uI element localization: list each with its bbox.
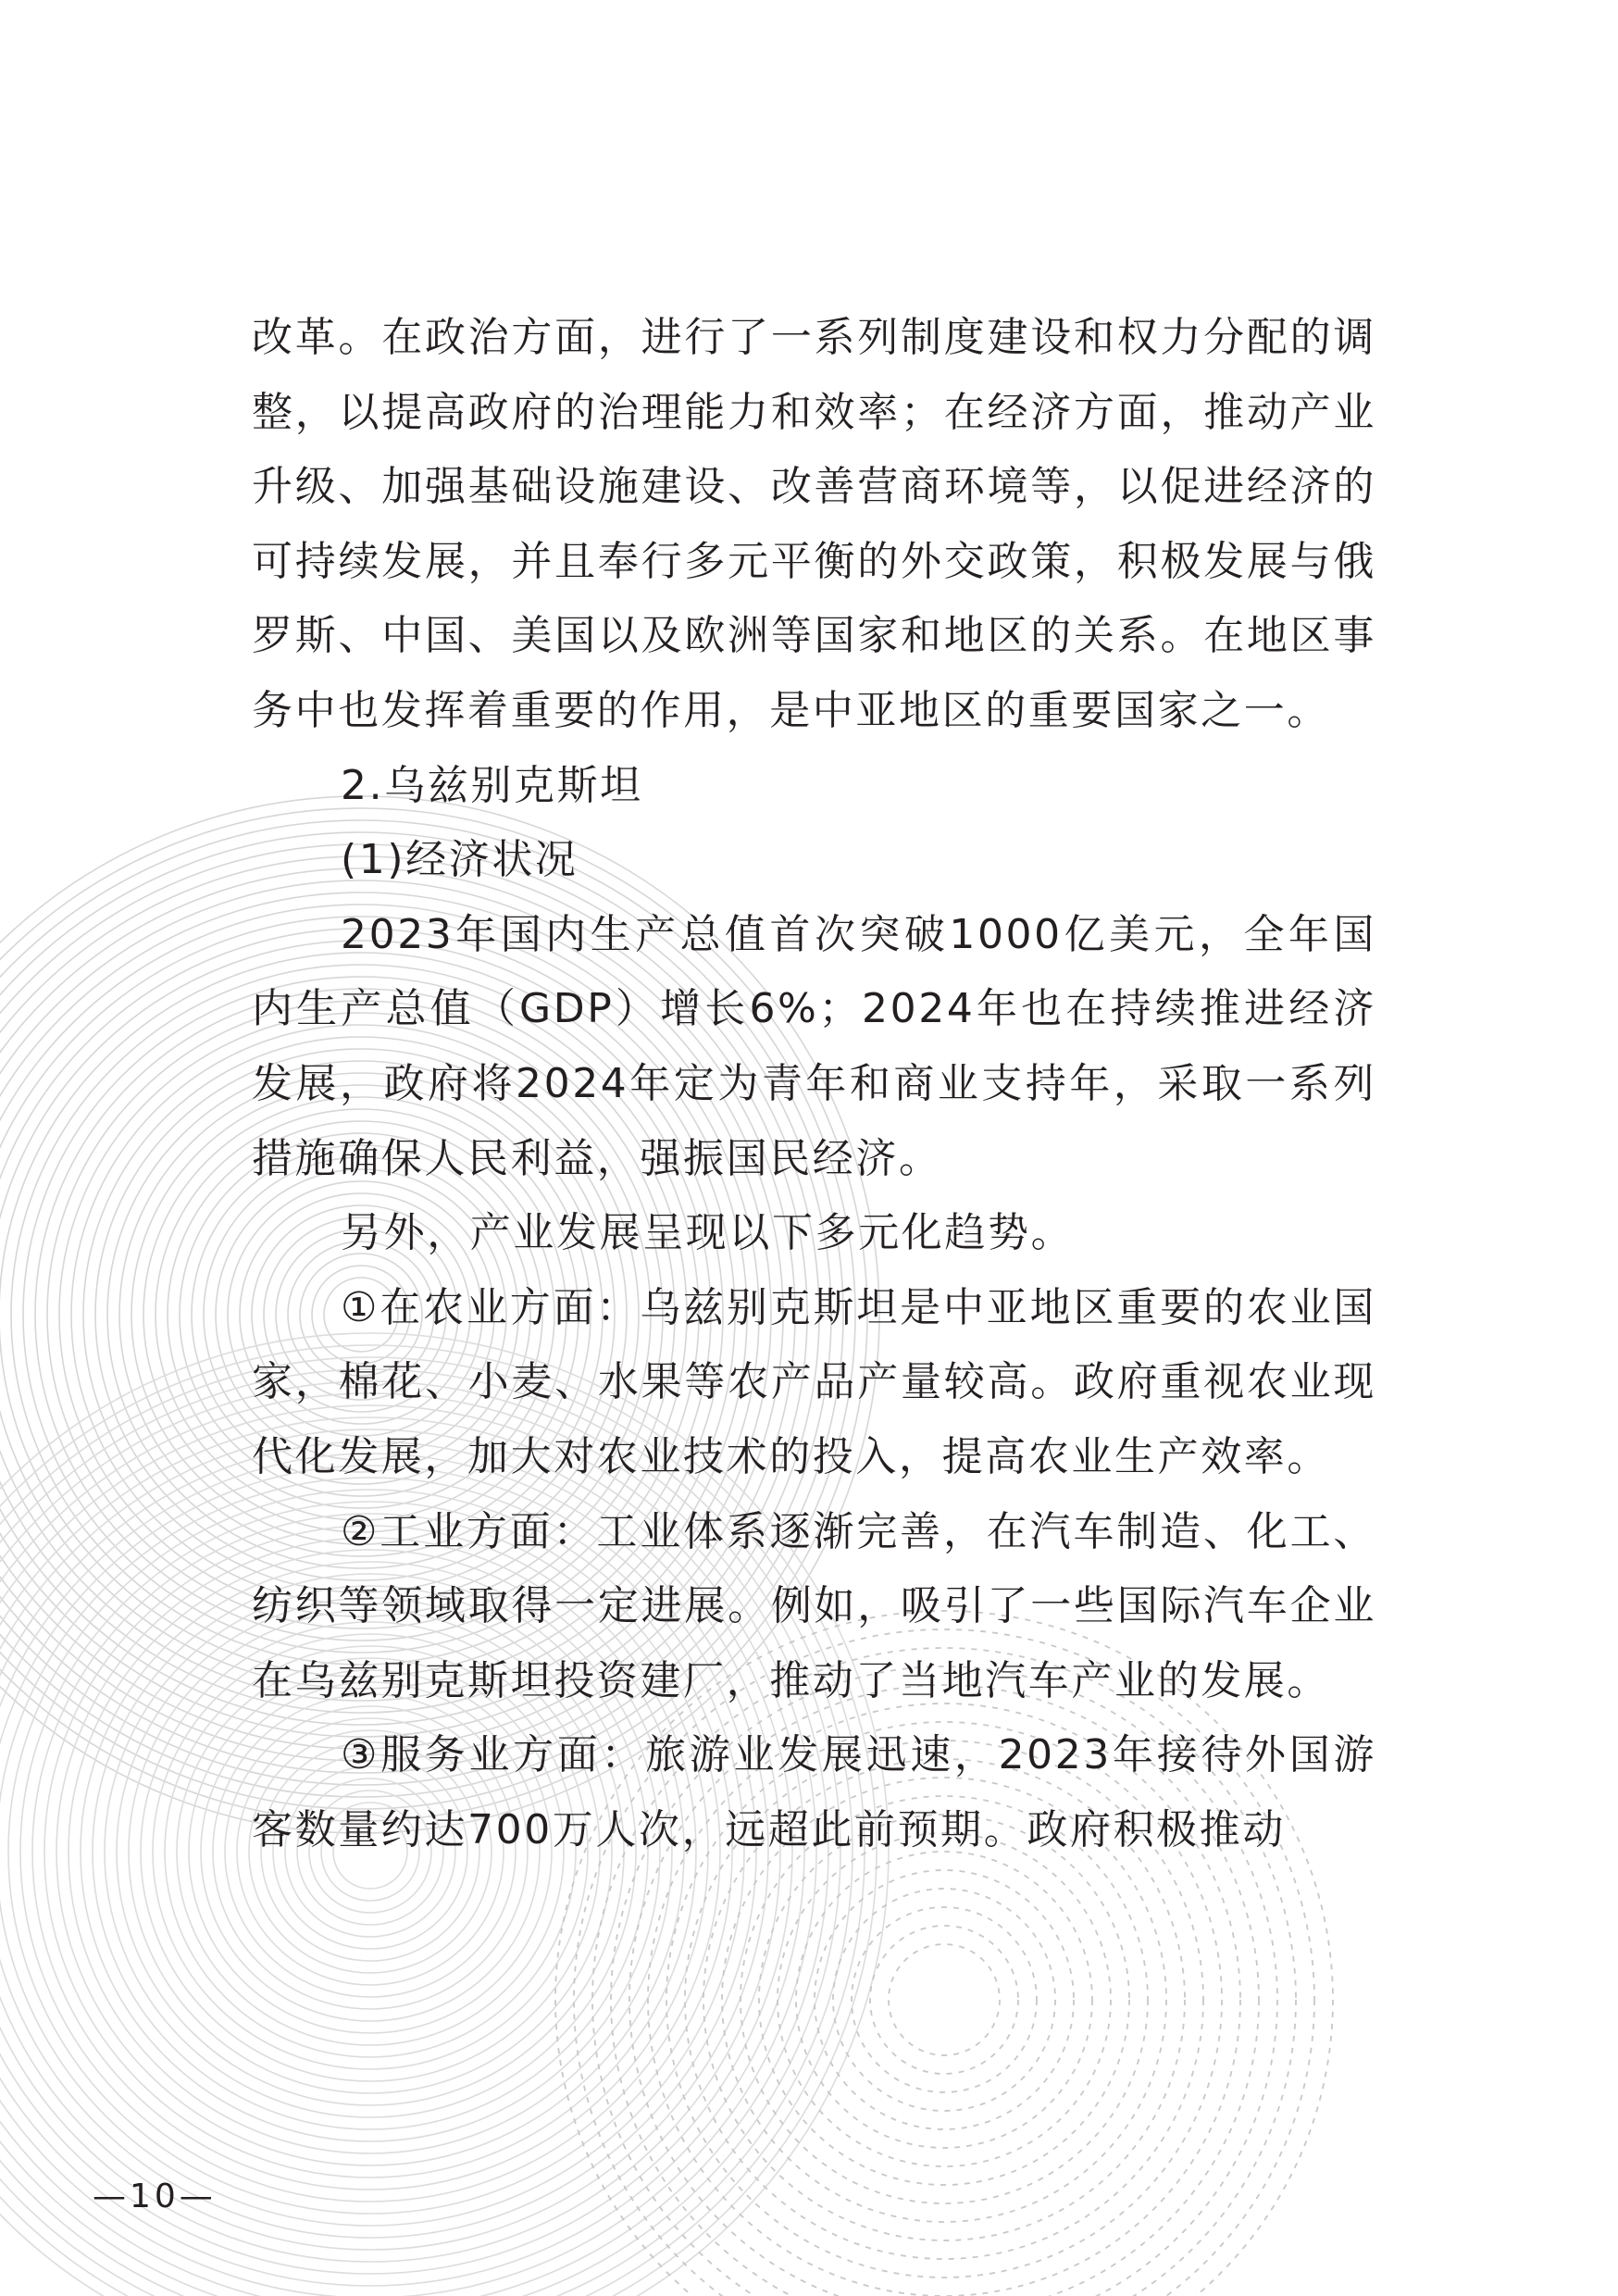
decorative-ring	[796, 1852, 1092, 2148]
subsection-title: (1)经济状况	[341, 836, 579, 884]
paragraph-trends-intro: 另外，产业发展呈现以下多元化趋势。	[341, 1209, 1075, 1257]
decorative-ring	[870, 1926, 1018, 2074]
body-text	[252, 301, 1376, 1867]
decorative-ring	[852, 1907, 1037, 2092]
paragraph-gdp: 2023年国内生产总值首次突破1000亿美元，全年国内生产总值（GDP）增长6%；2024年也在持续推进经济发展，政府将2024年定为青年和商业支持年，采取一系列措施确保人民利益，强振国民经济。	[252, 910, 1376, 1182]
page-number: —10—	[93, 2177, 217, 2215]
decorative-ring	[815, 1870, 1074, 2129]
paragraph-kazakhstan-reform: 改革。在政治方面，进行了一系列制度建设和权力分配的调整，以提高政府的治理能力和效率；在经济方面，推动产业升级、加强基础设施建设、改善营商环境等，以促进经济的可持续发展，并且奉行多元平衡的外交政策，积极发展与俄罗斯、中国、美国以及欧洲等国家和地区的关系。在地区事务中也发挥着重要的作用，是中亚地区的重要国家之一。	[252, 314, 1376, 734]
section-title: 2.乌兹别克斯坦	[341, 761, 643, 809]
decorative-ring	[889, 1944, 1000, 2055]
paragraph-agriculture: ①在农业方面：乌兹别克斯坦是中亚地区重要的农业国家，棉花、小麦、水果等农产品产量较高。政府重视农业现代化发展，加大对农业技术的投入，提高农业生产效率。	[252, 1283, 1376, 1480]
paragraph-services: ③服务业方面：旅游业发展迅速，2023年接待外国游客数量约达700万人次，远超此前预期。政府积极推动	[252, 1731, 1376, 1853]
paragraph-industry: ②工业方面：工业体系逐渐完善，在汽车制造、化工、纺织等领域取得一定进展。例如，吸引了一些国际汽车企业在乌兹别克斯坦投资建厂，推动了当地汽车产业的发展。	[252, 1507, 1376, 1704]
